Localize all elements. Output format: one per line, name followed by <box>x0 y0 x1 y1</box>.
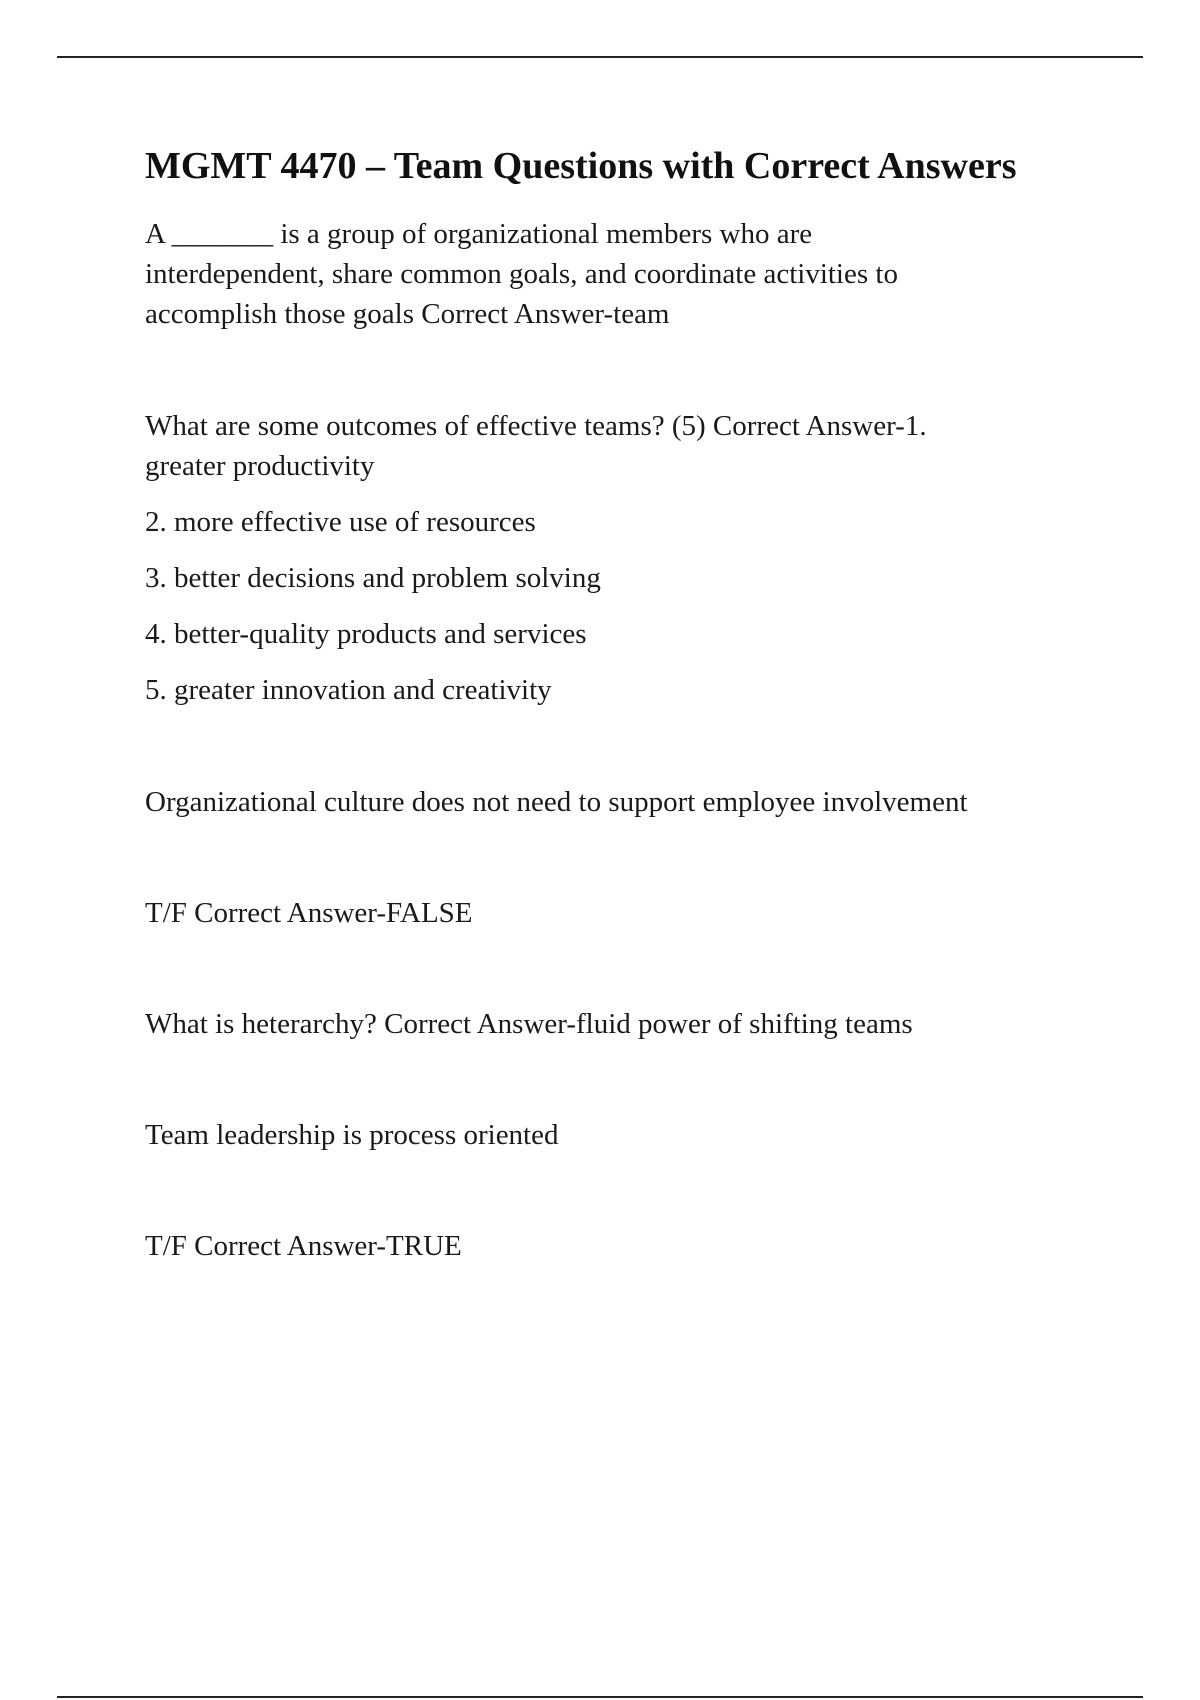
question-line: accomplish those goals Correct Answer-team <box>145 298 670 330</box>
question-culture-statement: Organizational culture does not need to support employee involvement <box>145 786 968 818</box>
question-heterarchy: What is heterarchy? Correct Answer-fluid power of shifting teams <box>145 1008 913 1040</box>
question-culture-answer: T/F Correct Answer-FALSE <box>145 897 473 929</box>
question-line: A _______ is a group of organizational members who are <box>145 218 813 250</box>
list-item: 5. greater innovation and creativity <box>145 674 552 706</box>
list-item: 4. better-quality products and services <box>145 618 587 650</box>
list-item: 3. better decisions and problem solving <box>145 562 601 594</box>
question-team-outcomes <box>145 406 1105 486</box>
question-line: What are some outcomes of effective teams? (5) Correct Answer-1. <box>145 410 927 442</box>
question-leadership-answer: T/F Correct Answer-TRUE <box>145 1230 462 1262</box>
page-title: MGMT 4470 – Team Questions with Correct Answers <box>145 145 1017 187</box>
question-team-definition <box>145 214 1105 334</box>
footer-rule <box>57 1696 1143 1698</box>
list-item: 2. more effective use of resources <box>145 506 536 538</box>
header-rule <box>57 56 1143 58</box>
question-line: greater productivity <box>145 450 375 482</box>
question-line: interdependent, share common goals, and coordinate activities to <box>145 258 898 290</box>
question-leadership-statement: Team leadership is process oriented <box>145 1119 559 1151</box>
document-body <box>145 140 1105 1266</box>
